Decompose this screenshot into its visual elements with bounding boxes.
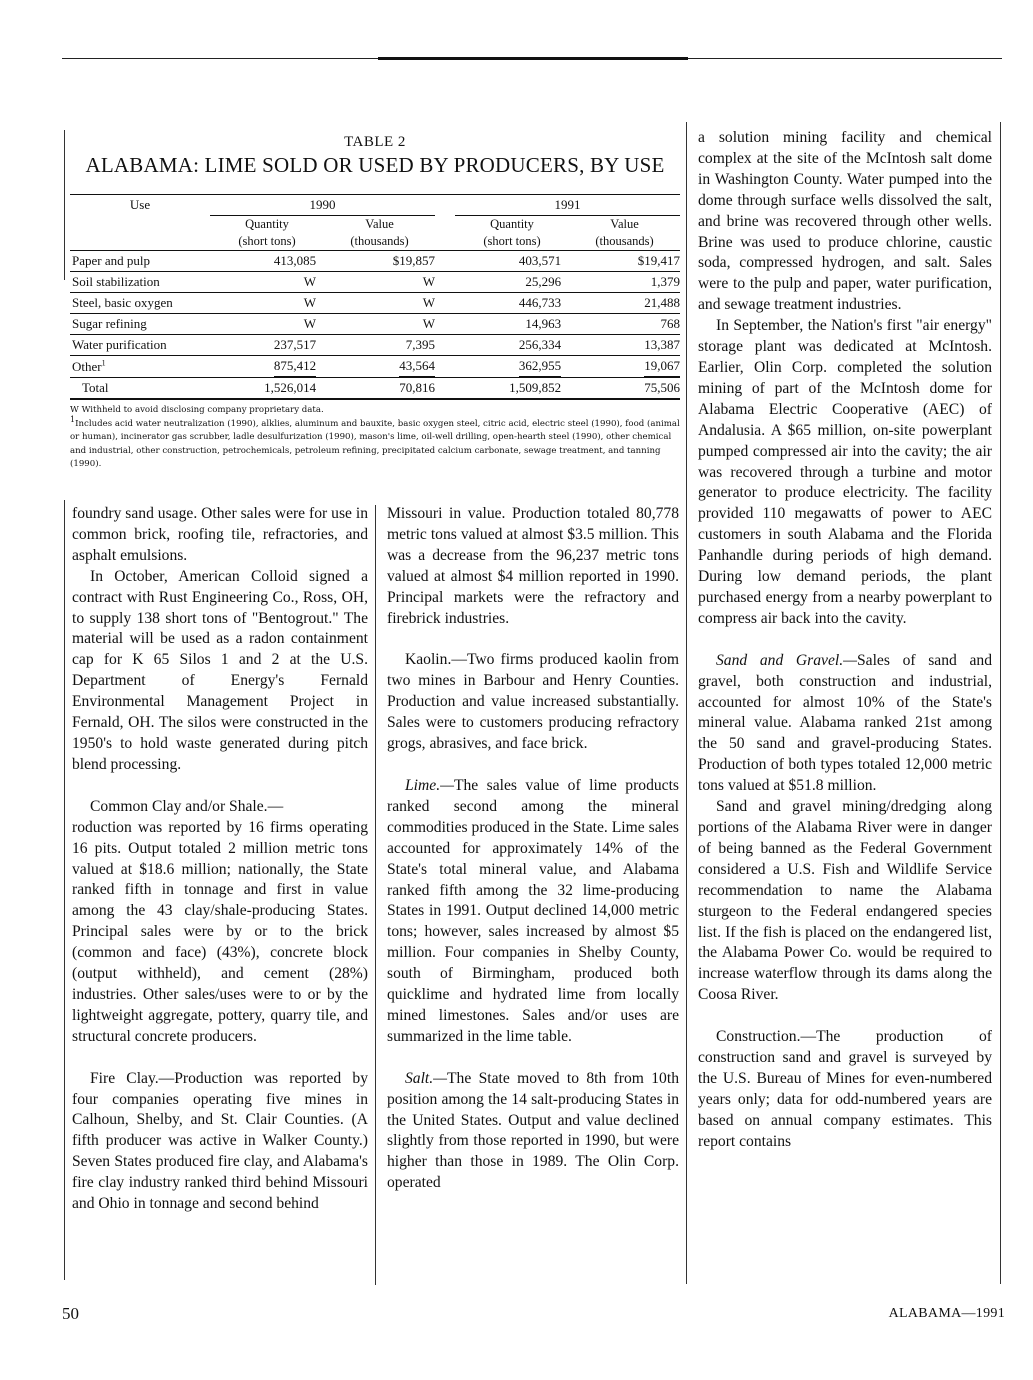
table-row — [70, 272, 680, 293]
total-label: Total — [70, 378, 210, 400]
cell: 75,506 — [569, 378, 680, 400]
table-row — [70, 314, 680, 335]
paragraph-fire-clay: Fire Clay.—Production was reported by four companies operating five mines in Calhoun, Shelby, and St. Clair Counties. (A fifth producer was active in Walker County.) Seven States produced fire clay, and Alabama's fire clay industry ranked third behind Missouri and Ohio in tonnage and second behind — [72, 1069, 368, 1213]
table-row — [70, 356, 680, 378]
table-row — [70, 335, 680, 356]
footnote-marker: 1 — [101, 358, 106, 368]
cell: W — [324, 314, 435, 335]
section-heading: Construction.— — [716, 1028, 817, 1046]
cell: W — [210, 293, 324, 314]
cell: $19,857 — [324, 251, 435, 272]
text-column-1 — [72, 504, 368, 1215]
table-row — [70, 251, 680, 272]
cell: 14,963 — [455, 314, 569, 335]
quantity-unit: (short tons) — [483, 234, 541, 248]
cell: 7,395 — [324, 335, 435, 356]
quantity-unit: (short tons) — [238, 234, 296, 248]
column-rule-1 — [375, 505, 376, 1285]
left-margin-rule-lower — [64, 500, 65, 1280]
section-heading: Common Clay and/or Shale.— — [90, 797, 284, 815]
page-number: 50 — [62, 1304, 79, 1323]
cell: 413,085 — [210, 251, 324, 272]
use-header: Use — [70, 195, 210, 251]
section-heading: Salt.— — [405, 1069, 448, 1087]
cell: 768 — [569, 314, 680, 335]
paragraph: Missouri in value. Production totaled 80,778 metric tons valued at almost $3.5 million. This was a decrease from the 96,237 metric tons valued at almost $4 million reported in 1990. Principal markets were the refractory and firebrick industries. — [387, 505, 679, 627]
cell: 19,067 — [569, 356, 680, 378]
footnote-1: $^1$Includes acid water neutralization (1990), alklies, aluminum and bauxite, basic oxygen steel, citric acid, electric steel (1990), food (animal or human), incinerator gas scrubber, ladle desulfurization (1990), mason's lime, oil-well drilling, open-hearth steel (1990), other chemical and industrial, other construction, petrochemicals, petroleum refining, precipitated calcium carbonate, sewage treatment, and tanning (1990). — [70, 414, 680, 469]
paragraph-salt: Salt.—The State moved to 8th from 10th position among the 14 salt-producing States in the United States. Output and value declined slightly from those reported in 1990, but were higher than those in 1989. The Olin Corp. operated — [387, 1069, 679, 1192]
right-margin-rule — [1000, 122, 1001, 1284]
paragraph-construction: Construction.—The production of construction sand and gravel is surveyed by the U.S. Bureau of Mines for even-numbered years only; data for odd-numbered years are based on annual company estimates. This report contains — [698, 1028, 992, 1150]
cell: 403,571 — [455, 251, 569, 272]
cell: 13,387 — [569, 335, 680, 356]
section-heading: Lime.— — [405, 776, 454, 794]
footnote-withheld: W Withheld to avoid disclosing company proprietary data. — [70, 405, 324, 415]
value-unit: (thousands) — [595, 234, 654, 248]
value-header: Value — [365, 217, 394, 231]
table-footnotes — [70, 404, 682, 472]
cell: W — [210, 314, 324, 335]
quantity-header: Quantity — [245, 217, 289, 231]
cell: 256,334 — [455, 335, 569, 356]
table-number: TABLE 2 — [344, 134, 406, 150]
cell: 1,509,852 — [455, 378, 569, 400]
cell: 1,379 — [569, 272, 680, 293]
cell: 25,296 — [455, 272, 569, 293]
table-total-row — [70, 378, 680, 400]
cell: 21,488 — [569, 293, 680, 314]
paragraph-kaolin: Kaolin.—Two firms produced kaolin from two mines in Barbour and Henry Counties. Production and value increased substantially. Sales were to customers producing refractory grogs, abrasives, and face brick. — [387, 651, 679, 753]
paragraph: In September, the Nation's first "air energy" storage plant was dedicated at McIntosh. Earlier, Olin Corp. completed the solution mining of part of the McIntosh dome for Alabama Electric Cooperative (AEC) of Andalusia. A $65 million, on-site powerplant pumped compressed air into the cavity; the air was recovered through a turbine and motor generator to produce electricity. The facility provided 110 megawatts of power to AEC customers in south Alabama and the Florida Panhandle during periods of high demand. During low demand periods, the plant purchased energy from a nearby powerplant to compress air back into the cavity. — [698, 317, 992, 627]
paragraph: foundry sand usage. Other sales were for use in common brick, roofing tile, refractories, and asphalt emulsions. — [72, 505, 368, 564]
lime-table-block — [70, 130, 680, 395]
cell: 70,816 — [324, 378, 435, 400]
cell: 362,955 — [455, 356, 569, 378]
value-unit: (thousands) — [350, 234, 409, 248]
cell: W — [324, 293, 435, 314]
cell: W — [210, 272, 324, 293]
value-header: Value — [610, 217, 639, 231]
quantity-header: Quantity — [490, 217, 534, 231]
paragraph-common-clay: Common Clay and/or Shale.— roduction was reported by 16 firms operating 16 pits. Output totaled 2 million metric tons valued at $18.6 million; nationally, the State ranked fifth in tonnage and first in value among the 43 clay/shale-producing States. Principal sales were by or to the brick (common and face) (43%), concrete block (output withheld), and cement (28%) industries. Other sales/uses were to or by the lightweight aggregate, pottery, quarry tile, and structural concrete producers. — [72, 797, 368, 1045]
column-rule-2 — [686, 122, 687, 1284]
row-use: Water purification — [70, 335, 210, 356]
section-heading: Sand and Gravel.— — [716, 651, 857, 669]
header-rule-accent — [378, 57, 688, 60]
cell: 875,412 — [210, 356, 324, 378]
paragraph: In October, American Colloid signed a contract with Rust Engineering Co., Ross, OH, to supply 138 short tons of "Bentogrout." The material will be used as a radon containment cap for K 65 Silos 1 and 2 at the U.S. Department of Energy's Fernald Environmental Management Project in Fernald, OH. The silos were constructed in the 1950's to hold waste generated during pitch blend processing. — [72, 567, 368, 773]
row-use: Other$^1$ — [70, 356, 210, 378]
row-use: Soil stabilization — [70, 272, 210, 293]
cell: 446,733 — [455, 293, 569, 314]
lime-table — [70, 194, 680, 400]
year-1991-header: 1991 — [455, 195, 680, 216]
paragraph: Sand and gravel mining/dredging along portions of the Alabama River were in danger of being banned as the Federal Government considered a U.S. Fish and Wildlife Service recommendation to name the Alabama sturgeon to the Federal endangered species list. If the fish is placed on the endangered list, the Alabama Power Co. would be required to increase waterflow through its dams along the Coosa River. — [698, 798, 992, 1004]
cell: W — [324, 272, 435, 293]
row-use: Steel, basic oxygen — [70, 293, 210, 314]
cell: 43,564 — [324, 356, 435, 378]
text-column-2 — [387, 504, 679, 1194]
paragraph: a solution mining facility and chemical complex at the site of the McIntosh salt dome in Washington County. Water pumped into the dome through surface wells dissolved the salt, and brine was recovered through other wells. Brine was used to produce chlorine, caustic soda, compressed hydrogen, and salt. Sales were to the pulp and paper, water purification, and sewage treatment industries. — [698, 129, 992, 314]
cell: 1,526,014 — [210, 378, 324, 400]
table-row — [70, 293, 680, 314]
cell: 237,517 — [210, 335, 324, 356]
table-title: ALABAMA: LIME SOLD OR USED BY PRODUCERS, BY USE — [85, 153, 665, 177]
section-heading: Fire Clay.— — [90, 1069, 175, 1087]
running-title: ALABAMA—1991 — [888, 1306, 1005, 1321]
row-use: Sugar refining — [70, 314, 210, 335]
paragraph-sand-gravel: Sand and Gravel.—Sales of sand and gravel, both construction and industrial, accounted for almost 10% of the State's mineral value. Alabama ranked 21st among the 50 sand and gravel-producing States. Production of both types totaled 12,000 metric tons valued at $51.8 million. — [698, 651, 992, 795]
section-heading: Kaolin.— — [405, 651, 467, 669]
paragraph-lime: Lime.—The sales value of lime products ranked second among the mineral commodities produced in the State. Lime sales accounted for approximately 14% of the State's total mineral value, and Alabama ranked fifth among the 32 lime-producing States in 1991. Output declined 14,000 metric tons; however, sales increased by almost $5 million. Four companies in Shelby County, south of Birmingham, produced both quicklime and hydrated lime from locally mined limestones. Sales and/or uses are summarized in the lime table. — [387, 776, 679, 1045]
left-margin-rule — [64, 130, 65, 280]
text-column-3 — [698, 128, 992, 1153]
row-use: Paper and pulp — [70, 251, 210, 272]
cell: $19,417 — [569, 251, 680, 272]
year-1990-header: 1990 — [210, 195, 435, 216]
